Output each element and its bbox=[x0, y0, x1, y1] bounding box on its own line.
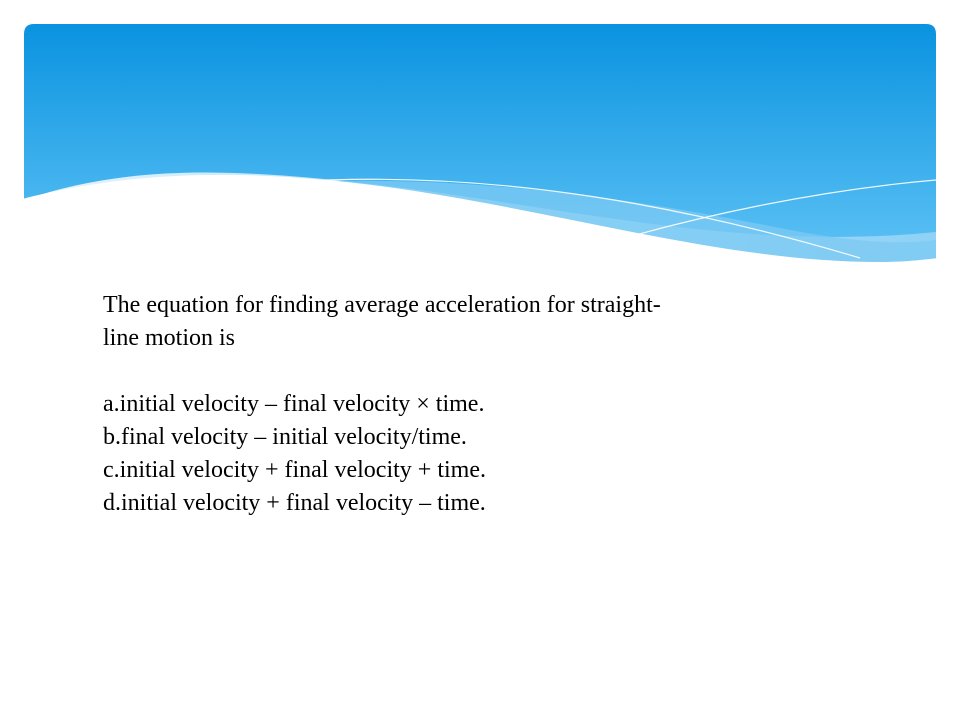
choice-text: initial velocity – final velocity × time. bbox=[119, 391, 485, 417]
choice-b bbox=[103, 421, 863, 454]
question-text: The equation for finding average acceleration for straight- line motion is bbox=[103, 292, 661, 351]
choice-letter: b. bbox=[103, 424, 121, 450]
choice-letter: a. bbox=[103, 391, 120, 417]
sky-wave-header bbox=[0, 0, 960, 300]
question-block bbox=[103, 289, 863, 520]
spacer bbox=[103, 355, 863, 388]
choice-letter: c. bbox=[103, 457, 120, 483]
choice-a bbox=[103, 388, 863, 421]
choice-d bbox=[103, 487, 863, 520]
choice-text: final velocity – initial velocity/time. bbox=[121, 424, 467, 450]
choice-c bbox=[103, 454, 863, 487]
choice-letter: d. bbox=[103, 490, 121, 516]
choice-text: initial velocity + final velocity – time. bbox=[121, 490, 486, 516]
choice-text: initial velocity + final velocity + time. bbox=[119, 457, 486, 483]
